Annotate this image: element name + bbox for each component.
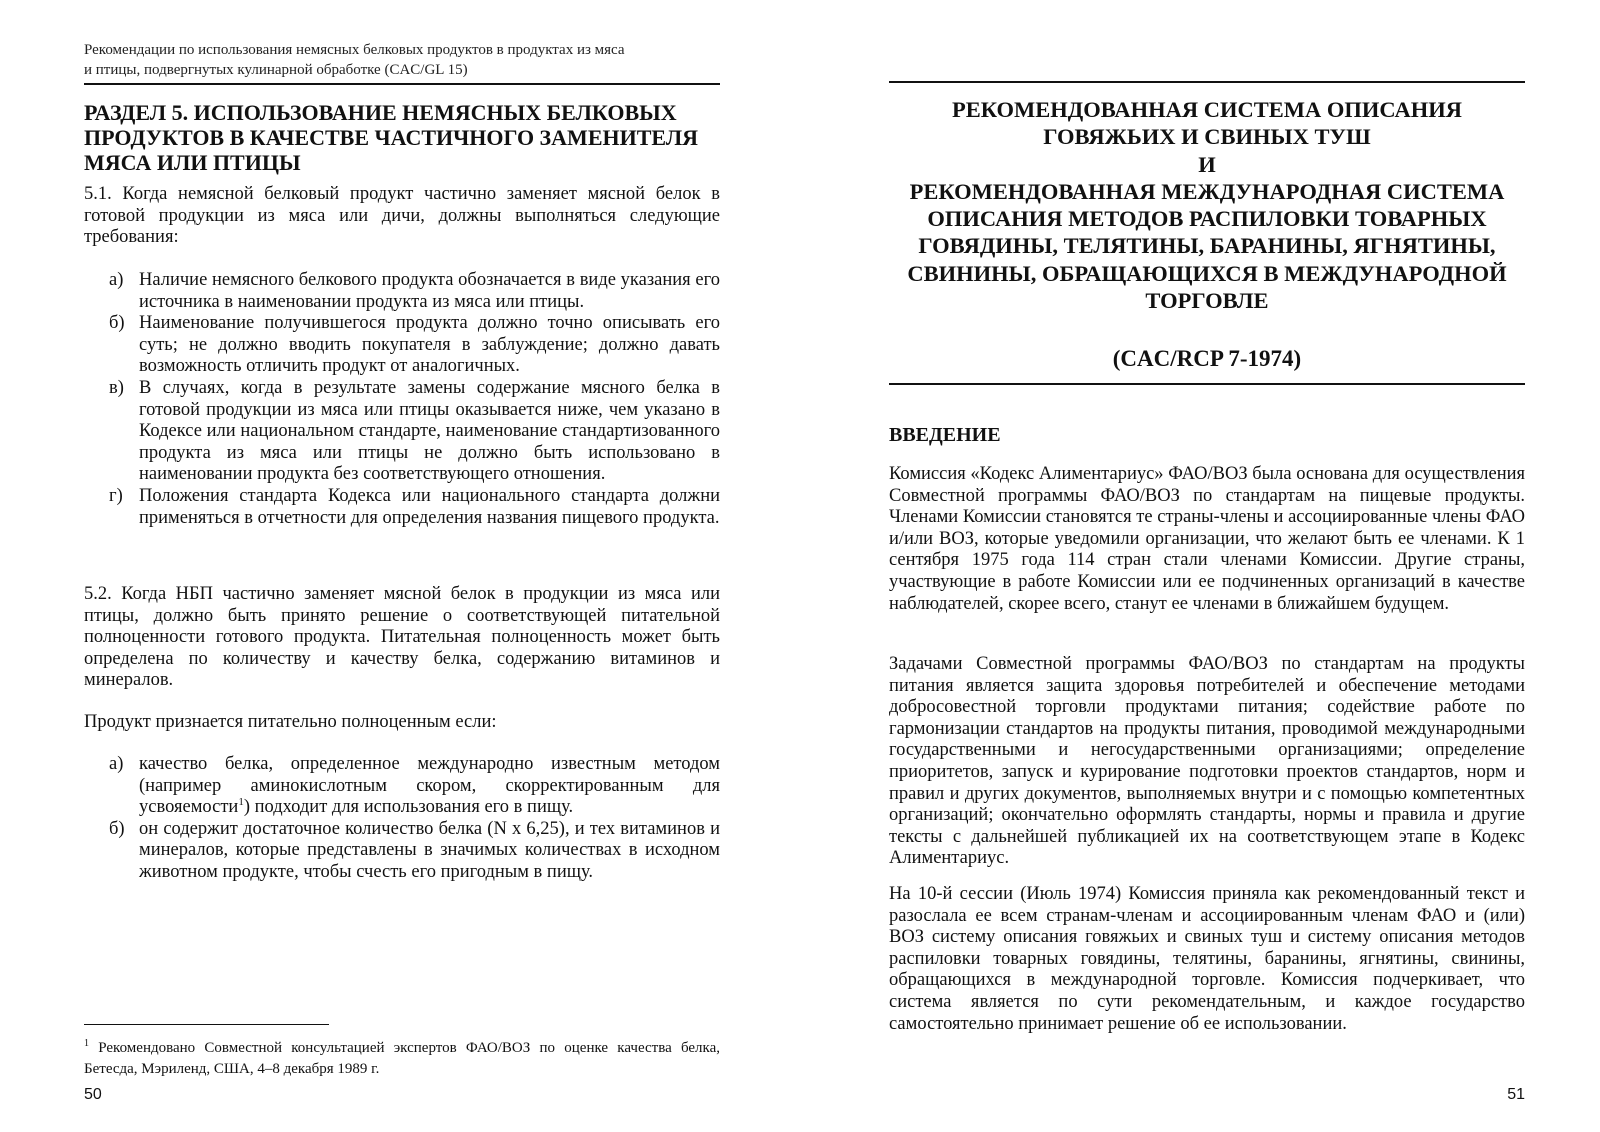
list-marker: а) — [109, 754, 124, 774]
list-item-text: он содержит достаточное количество белка (N x 6,25), и тех витаминов и минералов, которые представлены в значимых количествах в исходном животном продукте, чтобы счесть его пригодным в пищу. — [139, 818, 720, 882]
title-line: ОПИСАНИЯ МЕТОДОВ РАСПИЛОВКИ ТОВАРНЫХ — [927, 206, 1487, 232]
list-item — [84, 313, 720, 378]
section-title-line-1: РАЗДЕЛ 5. ИСПОЛЬЗОВАНИЕ НЕМЯСНЫХ БЕЛКОВЫХ — [84, 100, 677, 125]
title-line: СВИНИНЫ, ОБРАЩАЮЩИХСЯ В МЕЖДУНАРОДНОЙ — [907, 260, 1507, 286]
title-line: РЕКОМЕНДОВАННАЯ СИСТЕМА ОПИСАНИЯ — [952, 97, 1462, 122]
title-line: РЕКОМЕНДОВАННАЯ МЕЖДУНАРОДНАЯ СИСТЕМА — [909, 178, 1505, 204]
list-item-text: Наименование получившегося продукта должно точно описывать его суть; не должно вводить покупателя в заблуждение; должно давать возможность отличить продукт от аналогичных. — [139, 313, 720, 377]
paragraph-5-1 — [84, 184, 720, 249]
criteria-list — [84, 754, 720, 884]
running-header-line-2: и птицы, подвергнутых кулинарной обработке (CAC/GL 15) — [84, 62, 468, 78]
paragraph-5-1-text: 5.1. Когда немясной белковый продукт частично заменяет мясной белок в готовой продукции из мяса или дичи, должны выполняться следующие требования: — [84, 184, 720, 248]
page-number: 50 — [84, 1086, 102, 1103]
list-item — [84, 819, 720, 884]
paragraph-5-2-text: 5.2. Когда НБП частично заменяет мясной белок в продукции из мяса или птицы, должно быть принято решение о соответствующей питательной полноценности готового продукта. Питательная полноценность может быть определена по количеству и качеству белка, содержанию витаминов и минералов. — [84, 584, 720, 691]
title-line: ТОРГОВЛЕ — [1145, 288, 1269, 314]
list-item — [84, 378, 720, 486]
footnote — [84, 1033, 720, 1080]
section-title-line-2: ПРОДУКТОВ В КАЧЕСТВЕ ЧАСТИЧНОГО ЗАМЕНИТЕЛЯ — [84, 125, 699, 150]
list-marker: б) — [109, 313, 125, 334]
running-header — [84, 40, 720, 80]
footnote-mark: 1 — [84, 1038, 89, 1049]
title-bottom-rule — [889, 383, 1525, 385]
title-line: И — [1198, 151, 1216, 177]
section-title — [84, 100, 720, 175]
title-line: ГОВЯДИНЫ, ТЕЛЯТИНЫ, БАРАНИНЫ, ЯГНЯТИНЫ, — [918, 233, 1496, 259]
document-code: (CAC/RCP 7-1974) — [1112, 346, 1302, 371]
list-item-text: Наличие немясного белкового продукта обозначается в виде указания его источника в наименовании продукта из мяса или птицы. — [139, 270, 720, 312]
footnote-text: Рекомендовано Совместной консультацией экспертов ФАО/ВОЗ по оценке качества белка, Бетесда, Мэриленд, США, 4–8 декабря 1989 г. — [84, 1040, 721, 1077]
list-item — [84, 270, 720, 313]
list-item-text: В случаях, когда в результате замены содержание мясного белка в готовой продукции из мяса или птицы оказывается ниже, чем указано в Кодексе или национальном стандарте, наименование стандартизованного продукта из мяса или птицы не должно быть использовано в наименовании продукта без соответствующего отношения. — [139, 377, 720, 485]
running-header-line-1: Рекомендации по использования немясных белковых продуктов в продуктах из мяса — [84, 42, 625, 58]
footnote-reference[interactable]: 1 — [238, 796, 244, 809]
intro-paragraph-text: Задачами Совместной программы ФАО/ВОЗ по стандартам на продукты питания является защита здоровья потребителей и обеспечение методами добросовестной торговли продуктами питания; содействие работе по гармонизации стандартов на продукты питания, проводимой международными государственными и негосударственными организациями; определение приоритетов, запуск и курирование подготовки проектов стандартов, норм и правил и других документов, выполняемых внутри и с помощью компетентных организаций; окончательно оформлять стандарты, нормы и правила и другие тексты с дальнейшей публикацией их на соответствующем этапе в Кодекс Алиментариус. — [889, 654, 1525, 869]
list-item — [84, 486, 720, 529]
intro-paragraph-text: На 10-й сессии (Июль 1974) Комиссия приняла как рекомендованный текст и разослала ее всем странам-членам и ассоциированным членам ФАО и (или) ВОЗ систему описания говяжьих и свиных туш и систему описания методов распиловки товарных говядины, телятины, баранины, ягнятины, свинины, обращающихся в международной торговле. Комиссия подчеркивает, что система является по сути рекомендательным, и каждое государство самостоятельно принимает решение об ее использовании. — [889, 884, 1525, 1034]
list-item-text: качество белка, определенное международно известным методом (например аминокислотным скором, скорректированным для усвояемости — [139, 754, 720, 818]
title-line: ГОВЯЖЬИХ И СВИНЫХ ТУШ — [1043, 124, 1371, 150]
intro-paragraph-1 — [889, 464, 1525, 615]
list-item — [84, 754, 720, 819]
list-marker: в) — [109, 377, 124, 398]
document-title — [889, 96, 1525, 314]
section-title-line-3: МЯСА ИЛИ ПТИЦЫ — [84, 150, 301, 175]
list-item-text: Положения стандарта Кодекса или национального стандарта должни применяться в отчетности для определения названия пищевого продукта. — [139, 485, 720, 528]
intro-paragraph-3 — [889, 884, 1525, 1035]
paragraph-5-2 — [84, 584, 720, 692]
requirements-list — [84, 270, 720, 529]
title-top-rule — [889, 81, 1525, 83]
lead-paragraph — [84, 712, 720, 734]
list-marker: г) — [109, 485, 123, 506]
intro-paragraph-text: Комиссия «Кодекс Алиментариус» ФАО/ВОЗ была основана для осуществления Совместной программы ФАО/ВОЗ по стандартам на пищевые продукты. Членами Комиссии становятся те страны-члены и ассоциированные члены ФАО и/или ВОЗ, которые уведомили организации, что желают быть ее членами. К 1 сентября 1975 года 114 стран стали членами Комиссии. Другие страны, участвующие в работе Комиссии или ее подчиненных организаций в качестве наблюдателей, скорее всего, станут ее членами в ближайшем будущем. — [889, 464, 1525, 614]
header-rule — [84, 83, 720, 85]
left-page — [84, 0, 720, 1132]
right-page — [889, 0, 1525, 1132]
list-marker: а) — [109, 270, 124, 290]
intro-heading: ВВЕДЕНИЕ — [889, 424, 1001, 446]
list-item-text-continued: ) подходит для использования его в пищу. — [243, 797, 574, 818]
page-number: 51 — [1507, 1086, 1525, 1103]
list-marker: б) — [109, 818, 125, 839]
intro-paragraph-2 — [889, 654, 1525, 870]
footnote-rule — [84, 1024, 329, 1025]
lead-paragraph-text: Продукт признается питательно полноценным если: — [84, 712, 497, 732]
